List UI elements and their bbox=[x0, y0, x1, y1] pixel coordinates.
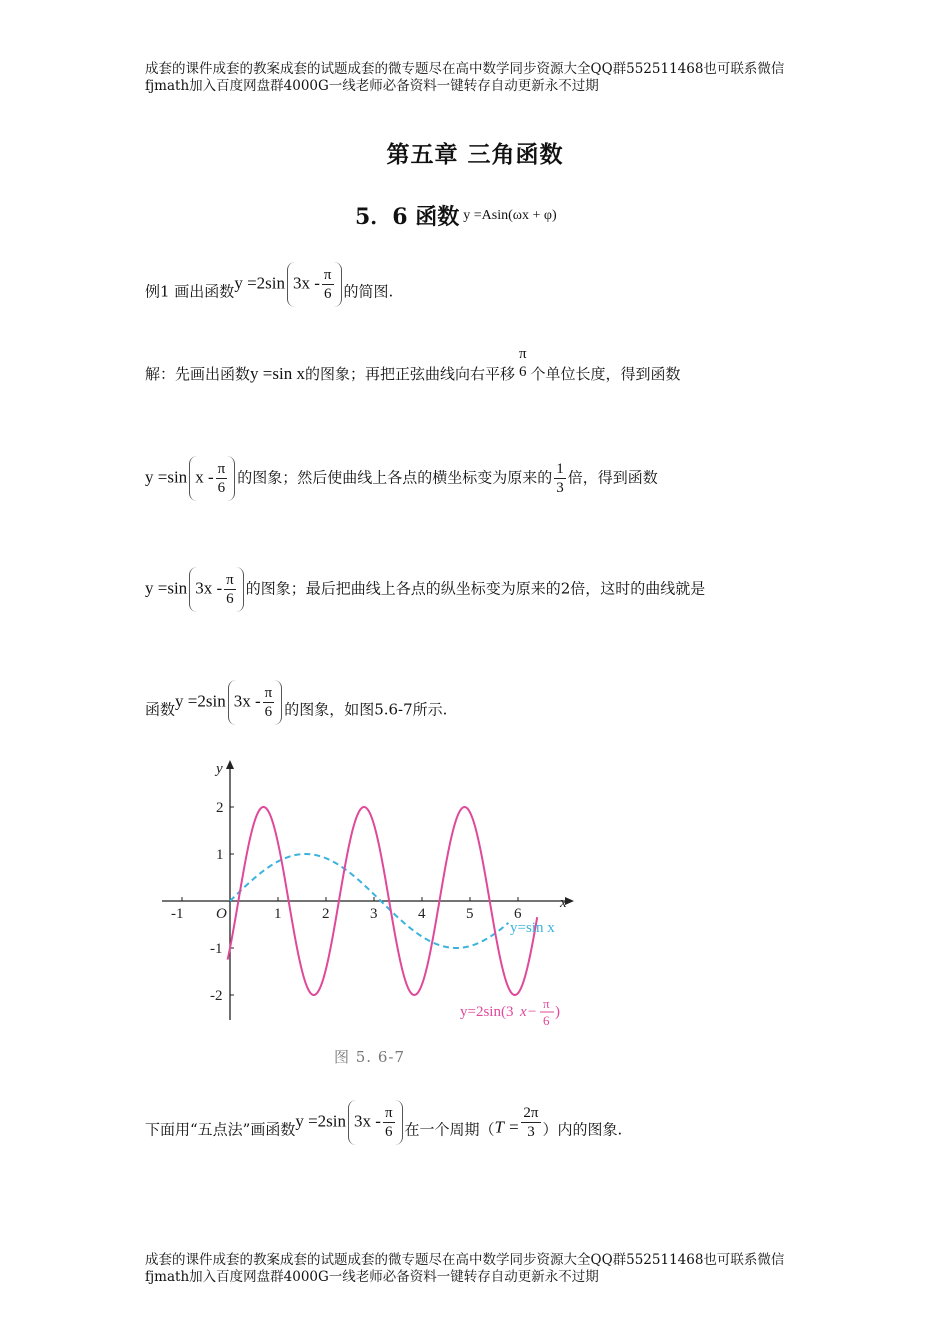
scale-frac bbox=[554, 460, 566, 497]
paren-inner: 3x - bbox=[195, 578, 223, 598]
y-tick-label: -2 bbox=[210, 988, 223, 1004]
x-tick-label: 4 bbox=[418, 906, 426, 922]
solution-text: 的图象；再把正弦曲线向右平移 bbox=[304, 365, 515, 383]
legend-main-close: ) bbox=[555, 1004, 560, 1020]
frac-den: 6 bbox=[323, 286, 332, 302]
example-frac bbox=[322, 266, 334, 303]
y-axis-arrow bbox=[226, 760, 234, 769]
solution-func: y =sin bbox=[145, 578, 188, 598]
five-point-suffix: ）内的图象. bbox=[542, 1120, 623, 1139]
frac-den: 6 bbox=[519, 364, 527, 380]
figure-caption: 图 5. 6-7 bbox=[334, 1048, 406, 1066]
legend-main-prefix: y=2sin(3 bbox=[460, 1004, 514, 1020]
frac-den: 6 bbox=[226, 591, 234, 607]
solution-text: 倍，得到函数 bbox=[567, 468, 658, 487]
axes bbox=[162, 760, 574, 1020]
solution-paren bbox=[189, 456, 235, 501]
x-tick-label: 5 bbox=[466, 906, 474, 922]
y-tick-label: 2 bbox=[216, 800, 224, 816]
frac-den: 3 bbox=[556, 480, 564, 496]
section-formula: y =Asin(ωx + φ) bbox=[463, 208, 557, 223]
solution-paren bbox=[228, 680, 283, 725]
paren-inner: x - bbox=[195, 467, 214, 487]
legend-main bbox=[460, 996, 560, 1028]
example-paren bbox=[287, 262, 342, 307]
five-point-prefix: 下面用“五点法”画函数 bbox=[145, 1120, 296, 1139]
solution-line-4 bbox=[145, 680, 447, 725]
x-tick-label: 2 bbox=[322, 906, 330, 922]
x-tick-label: -1 bbox=[171, 906, 184, 922]
solution-func: y =sin bbox=[145, 467, 188, 487]
paren-frac bbox=[216, 460, 228, 497]
period-frac bbox=[521, 1104, 540, 1141]
frac-den: 6 bbox=[384, 1124, 393, 1140]
example-func: y =2sin bbox=[234, 273, 285, 293]
example-inner: 3x - bbox=[293, 273, 320, 293]
legend-main-minus: − bbox=[528, 1004, 537, 1020]
legend-main-six: 6 bbox=[543, 1013, 550, 1028]
legend-main-pi: π bbox=[543, 996, 550, 1011]
solution-text: 的图象，如图5.6-7所示. bbox=[284, 700, 448, 719]
frac-den: 6 bbox=[264, 704, 273, 720]
legend-sin: y=sin x bbox=[510, 920, 555, 936]
frac-den: 6 bbox=[217, 480, 226, 496]
solution-line-3 bbox=[145, 567, 705, 612]
paren-frac bbox=[383, 1104, 395, 1141]
example-line bbox=[145, 262, 393, 307]
x-tick-label: O bbox=[216, 906, 227, 922]
section-title bbox=[355, 200, 557, 231]
section-number: 5．6 函数 bbox=[355, 204, 460, 230]
paren-inner: 3x - bbox=[354, 1111, 381, 1131]
paren-inner: 3x - bbox=[233, 691, 261, 711]
x-tick-label: 3 bbox=[370, 906, 378, 922]
five-point-paren bbox=[348, 1100, 403, 1145]
solution-func: y =2sin bbox=[175, 691, 226, 711]
legend-main-x: x bbox=[520, 1004, 527, 1020]
footer-banner: 成套的课件成套的教案成套的试题成套的微专题尽在高中数学同步资源大全QQ群552511468也可联系微信fjmath加入百度网盘群4000G一线老师必备资料一键转存自动更新永不过期 bbox=[145, 1252, 785, 1285]
frac-num: π bbox=[518, 346, 527, 362]
solution-prefix: 函数 bbox=[145, 700, 176, 719]
solution-paren bbox=[189, 567, 244, 612]
function-graph bbox=[150, 755, 590, 1045]
solution-text: 的图象；最后把曲线上各点的纵坐标变为原来的2倍，这时的曲线就是 bbox=[245, 579, 706, 598]
solution-text: 的图象；然后使曲线上各点的横坐标变为原来的 bbox=[237, 468, 553, 487]
period-label: T = bbox=[494, 1117, 520, 1137]
frac-num: π bbox=[264, 685, 273, 701]
paren-frac bbox=[224, 571, 236, 608]
example-suffix: 的简图. bbox=[343, 282, 394, 301]
frac-num: π bbox=[217, 461, 226, 477]
frac-den: 3 bbox=[527, 1124, 535, 1140]
paren-frac bbox=[263, 684, 275, 721]
frac-num: π bbox=[226, 572, 234, 588]
solution-line-2 bbox=[145, 456, 658, 501]
x-tick-label: 6 bbox=[514, 906, 522, 922]
chapter-title: 第五章 三角函数 bbox=[386, 141, 564, 168]
solution-line-1 bbox=[145, 345, 681, 384]
x-tick-label: 1 bbox=[274, 906, 282, 922]
frac-num: 2π bbox=[523, 1105, 539, 1121]
frac-num: π bbox=[323, 267, 332, 283]
solution-text: 个单位长度，得到函数 bbox=[530, 365, 681, 383]
five-point-func: y =2sin bbox=[295, 1111, 347, 1131]
shift-frac bbox=[517, 345, 529, 381]
five-point-line bbox=[145, 1100, 622, 1145]
y-tick-label: -1 bbox=[210, 941, 223, 957]
frac-num: π bbox=[384, 1105, 393, 1121]
solution-prefix: 解：先画出函数 bbox=[145, 365, 251, 383]
solution-func-sin: y =sin x bbox=[250, 364, 305, 383]
example-prefix: 例1 画出函数 bbox=[145, 282, 235, 301]
frac-num: 1 bbox=[556, 461, 564, 477]
y-tick-label: 1 bbox=[216, 847, 224, 863]
five-point-text: 在一个周期（ bbox=[404, 1120, 495, 1139]
x-axis-label: x bbox=[560, 895, 567, 911]
header-banner: 成套的课件成套的教案成套的试题成套的微专题尽在高中数学同步资源大全QQ群552511468也可联系微信fjmath加入百度网盘群4000G一线老师必备资料一键转存自动更新永不过期 bbox=[145, 61, 785, 94]
y-axis-label: y bbox=[216, 761, 223, 777]
